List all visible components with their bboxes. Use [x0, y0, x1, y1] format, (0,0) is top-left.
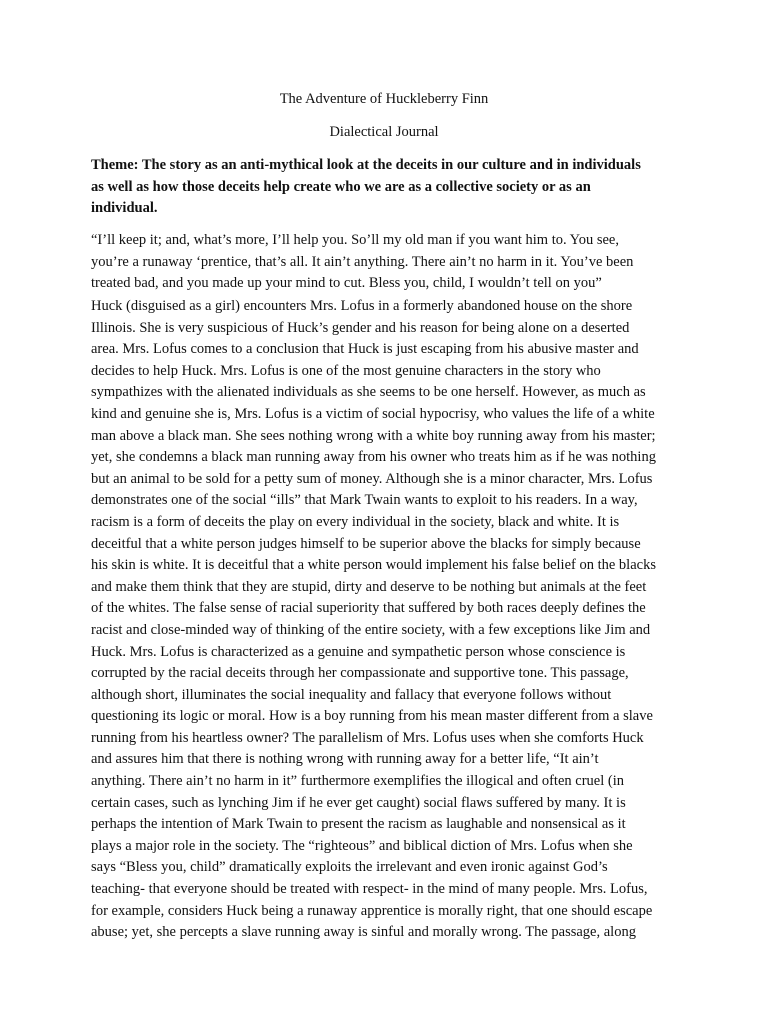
paragraph-line: questioning its logic or moral. How is a boy running from his mean master different from a slave: [91, 708, 653, 725]
paragraph-line: man above a black man. She sees nothing wrong with a white boy running away from his master;: [91, 427, 656, 444]
paragraph-line: kind and genuine she is, Mrs. Lofus is a victim of social hypocrisy, who values the life of a white: [91, 405, 655, 422]
theme-line: as well as how those deceits help create who we are as a collective society or as an: [91, 178, 591, 195]
paragraph-line: for example, considers Huck being a runaway apprentice is morally right, that one should escape: [91, 902, 653, 919]
paragraph-line: anything. There ain’t no harm in it” furthermore exemplifies the illogical and often cruel (in: [91, 773, 624, 790]
theme-line: individual.: [91, 200, 158, 216]
paragraph-line: but an animal to be sold for a petty sum of money. Although she is a minor character, Mrs. Lofus: [91, 470, 653, 487]
paragraph-line: Illinois. She is very suspicious of Huck’s gender and his reason for being alone on a deserted: [91, 319, 630, 336]
paragraph-line: area. Mrs. Lofus comes to a conclusion that Huck is just escaping from his abusive master and: [91, 341, 639, 358]
paragraph-line: sympathizes with the alienated individuals as she seems to be one herself. However, as much as: [91, 384, 646, 401]
analysis-paragraph: [91, 296, 688, 944]
paragraph-line: demonstrates one of the social “ills” that Mark Twain wants to exploit to his readers. In a way,: [91, 492, 638, 509]
paragraph-line: of the whites. The false sense of racial superiority that suffered by both races deeply defines the: [91, 600, 646, 617]
theme-line: Theme: The story as an anti-mythical look at the deceits in our culture and in individuals: [91, 157, 641, 173]
theme-statement: [91, 155, 683, 220]
paragraph-line: and assures him that there is nothing wrong with running away for a better life, “It ain’t: [91, 751, 599, 768]
paragraph-line: racist and close-minded way of thinking of the entire society, with a few exceptions like Jim and: [91, 621, 651, 638]
quote-line: treated bad, and you made up your mind to cut. Bless you, child, I wouldn’t tell on you”: [91, 275, 602, 291]
quoted-passage: [91, 230, 685, 295]
paragraph-line: running from his heartless owner? The parallelism of Mrs. Lofus uses when she comforts Huck: [91, 729, 644, 746]
paragraph-line: yet, she condemns a black man running away from his owner who treats him as if he was nothing: [91, 449, 656, 466]
paragraph-line: corrupted by the racial deceits through her compassionate and supportive tone. This passage,: [91, 665, 629, 682]
paragraph-line: certain cases, such as lynching Jim if he ever get caught) social flaws suffered by many. It is: [91, 794, 626, 811]
paragraph-line: abuse; yet, she percepts a slave running away is sinful and morally wrong. The passage, along: [91, 924, 636, 941]
paragraph-line: decides to help Huck. Mrs. Lofus is one of the most genuine characters in the story who: [91, 362, 601, 379]
paragraph-line: Huck. Mrs. Lofus is characterized as a genuine and sympathetic person whose conscience is: [91, 643, 626, 660]
quote-line: you’re a runaway ‘prentice, that’s all. It ain’t anything. There ain’t no harm in it. You’ve been: [91, 253, 634, 270]
paragraph-line: deceitful that a white person judges himself to be superior above the blacks for simply because: [91, 535, 641, 552]
paragraph-line: Huck (disguised as a girl) encounters Mrs. Lofus in a formerly abandoned house on the shore: [91, 298, 633, 314]
paragraph-line: and make them think that they are stupid, dirty and deserve to be nothing but animals at the feet: [91, 578, 647, 595]
paragraph-line: plays a major role in the society. The “righteous” and biblical diction of Mrs. Lofus when she: [91, 837, 633, 854]
document-subtitle: Dialectical Journal: [329, 124, 439, 140]
paragraph-line: says “Bless you, child” dramatically exploits the irrelevant and even ironic against God’s: [91, 859, 608, 876]
paragraph-line: perhaps the intention of Mark Twain to present the racism as laughable and nonsensical as it: [91, 816, 626, 833]
document-title: The Adventure of Huckleberry Finn: [279, 91, 489, 107]
paragraph-line: although short, illuminates the social inequality and fallacy that everyone follows without: [91, 686, 612, 703]
quote-line: “I’ll keep it; and, what’s more, I’ll help you. So’ll my old man if you want him to. You see,: [91, 232, 619, 248]
paragraph-line: racism is a form of deceits the play on every individual in the society, black and white. It is: [91, 513, 620, 530]
paragraph-line: his skin is white. It is deceitful that a white person would implement his false belief on the blacks: [91, 557, 656, 574]
paragraph-line: teaching- that everyone should be treated with respect- in the mind of many people. Mrs. Lofus,: [91, 881, 648, 898]
